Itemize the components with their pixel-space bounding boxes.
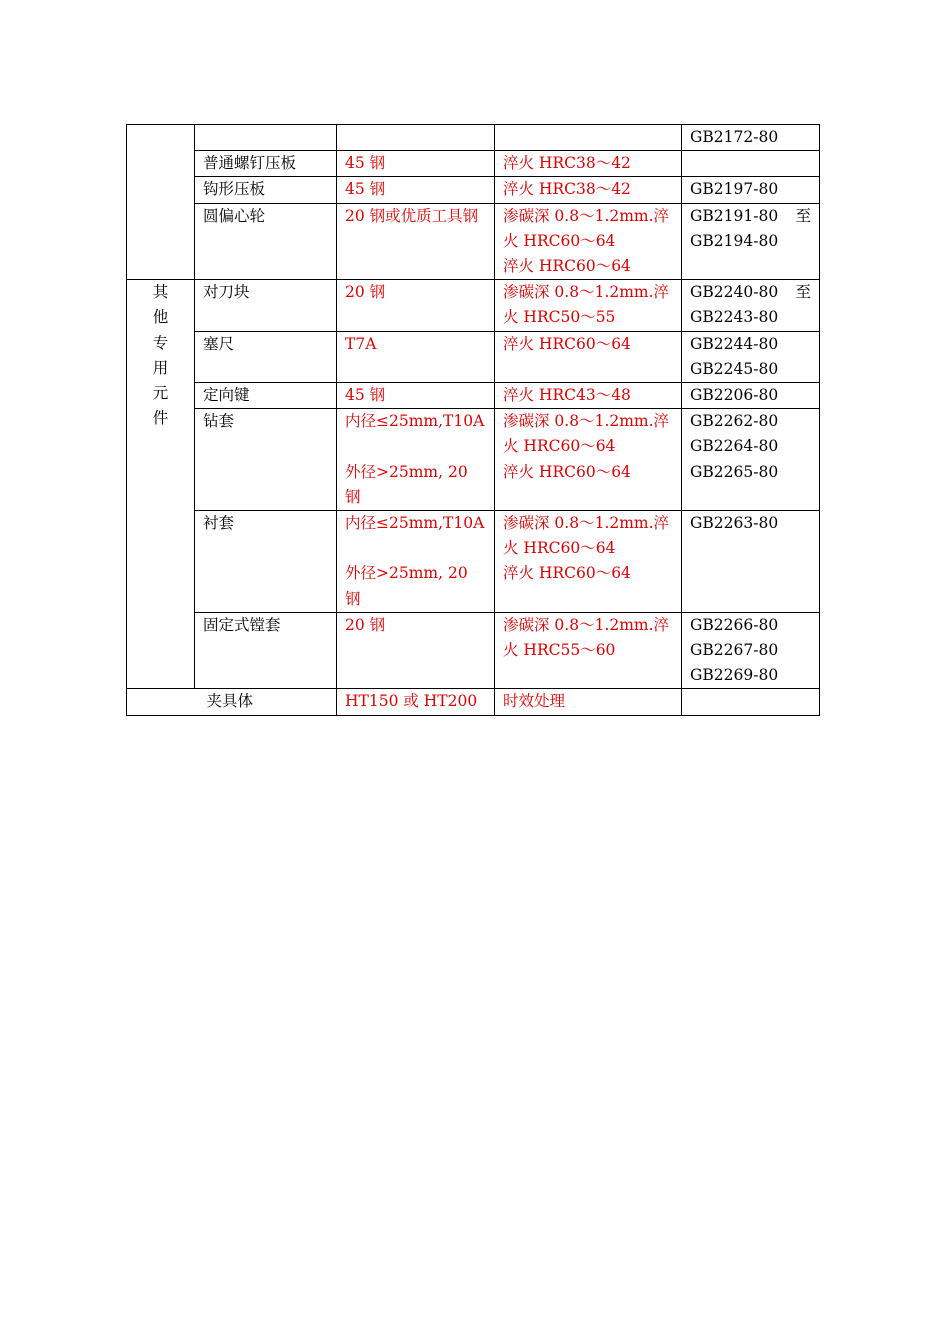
standard-cell: GB2206-80 bbox=[682, 383, 820, 409]
material-cell: 20 钢 bbox=[337, 612, 495, 689]
treatment-cell: 淬火 HRC43～48 bbox=[495, 383, 682, 409]
part-name: 对刀块 bbox=[195, 280, 337, 331]
standard-cell: GB2172-80 bbox=[682, 125, 820, 151]
treatment-line: 渗碳深 0.8～1.2mm.淬 bbox=[503, 283, 670, 302]
table-row bbox=[127, 383, 820, 409]
standard-cell bbox=[682, 151, 820, 177]
standard-cell: GB2266-80 GB2267-80 GB2269-80 bbox=[682, 612, 820, 689]
standard-from: GB2240-80 bbox=[690, 283, 779, 302]
treatment-cell: 淬火 HRC60～64 bbox=[495, 331, 682, 382]
part-name: 钩形压板 bbox=[195, 177, 337, 203]
standard-cell: GB2197-80 bbox=[682, 177, 820, 203]
treatment-line: 淬火 HRC60～64 bbox=[503, 257, 631, 276]
table-row bbox=[127, 125, 820, 151]
table-row bbox=[127, 612, 820, 689]
table-row bbox=[127, 511, 820, 613]
material-cell: 内径≤25mm,T10A 外径>25mm, 20 钢 bbox=[337, 511, 495, 613]
treatment-cell: 渗碳深 0.8～1.2mm.淬 火 HRC60～64 淬火 HRC60～64 bbox=[495, 511, 682, 613]
treatment-line: 火 HRC60～64 bbox=[503, 231, 616, 250]
table-row bbox=[127, 280, 820, 331]
treatment-cell: 渗碳深 0.8～1.2mm.淬 火 HRC55～60 bbox=[495, 612, 682, 689]
material-cell: 45 钢 bbox=[337, 177, 495, 203]
category-cell-empty bbox=[127, 125, 195, 280]
table-row bbox=[127, 689, 820, 715]
material-cell: T7A bbox=[337, 331, 495, 382]
standard-cell bbox=[682, 689, 820, 715]
standard-cell bbox=[682, 280, 820, 331]
material-cell: 内径≤25mm,T10A 外径>25mm, 20 钢 bbox=[337, 409, 495, 511]
part-name: 普通螺钉压板 bbox=[195, 151, 337, 177]
treatment-cell: 时效处理 bbox=[495, 689, 682, 715]
treatment-cell bbox=[495, 280, 682, 331]
category-label: 其 他 专 用 元 件 bbox=[127, 280, 195, 689]
material-cell: HT150 或 HT200 bbox=[337, 689, 495, 715]
category-cell-empty bbox=[127, 689, 195, 715]
standard-from: GB2191-80 bbox=[690, 206, 779, 225]
standard-cell: GB2244-80 GB2245-80 bbox=[682, 331, 820, 382]
table-row bbox=[127, 177, 820, 203]
table-row bbox=[127, 203, 820, 280]
material-cell: 45 钢 bbox=[337, 151, 495, 177]
part-name bbox=[195, 125, 337, 151]
part-name: 塞尺 bbox=[195, 331, 337, 382]
standard-to: GB2243-80 bbox=[690, 308, 779, 327]
part-name: 钻套 bbox=[195, 409, 337, 511]
part-name: 衬套 bbox=[195, 511, 337, 613]
treatment-cell: 渗碳深 0.8～1.2mm.淬 火 HRC60～64 淬火 HRC60～64 bbox=[495, 409, 682, 511]
material-cell: 20 钢或优质工具钢 bbox=[337, 203, 495, 280]
table-row bbox=[127, 331, 820, 382]
part-name: 夹具体 bbox=[195, 689, 337, 715]
table-row bbox=[127, 151, 820, 177]
table-row bbox=[127, 409, 820, 511]
standard-cell bbox=[682, 203, 820, 280]
standard-cell: GB2262-80 GB2264-80 GB2265-80 bbox=[682, 409, 820, 511]
treatment-line: 渗碳深 0.8～1.2mm.淬 bbox=[503, 206, 670, 225]
treatment-line: 火 HRC50～55 bbox=[503, 308, 616, 327]
part-name: 定向键 bbox=[195, 383, 337, 409]
part-name: 圆偏心轮 bbox=[195, 203, 337, 280]
part-name: 固定式镗套 bbox=[195, 612, 337, 689]
material-cell bbox=[337, 125, 495, 151]
treatment-cell bbox=[495, 125, 682, 151]
treatment-cell bbox=[495, 203, 682, 280]
standard-cell: GB2263-80 bbox=[682, 511, 820, 613]
standard-to-word: 至 bbox=[795, 206, 811, 225]
treatment-cell: 淬火 HRC38～42 bbox=[495, 177, 682, 203]
standard-to: GB2194-80 bbox=[690, 231, 779, 250]
standard-to-word: 至 bbox=[795, 283, 811, 302]
fixture-materials-table bbox=[126, 124, 820, 716]
treatment-cell: 淬火 HRC38～42 bbox=[495, 151, 682, 177]
material-cell: 45 钢 bbox=[337, 383, 495, 409]
material-cell: 20 钢 bbox=[337, 280, 495, 331]
